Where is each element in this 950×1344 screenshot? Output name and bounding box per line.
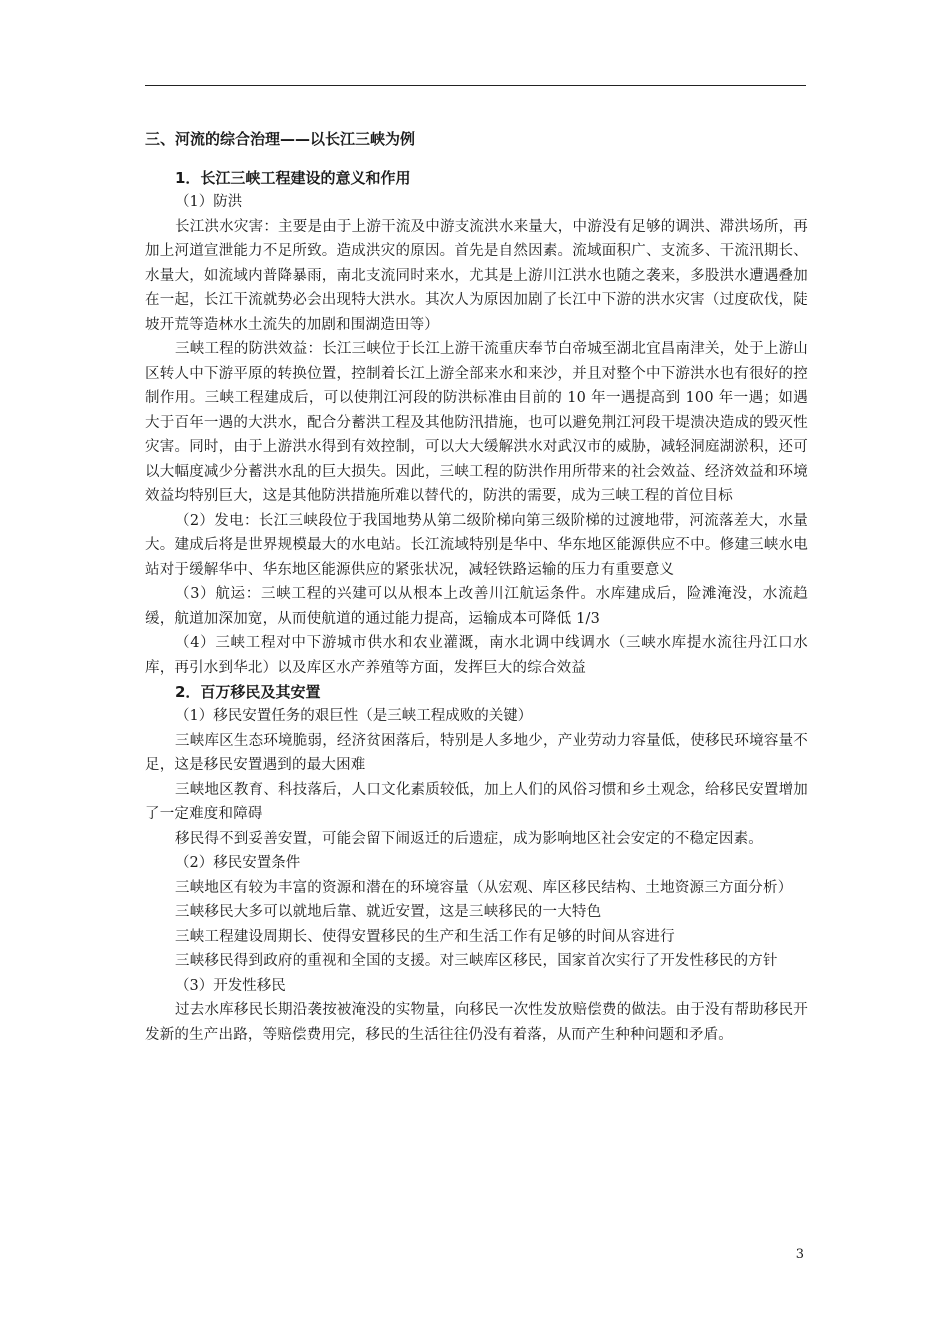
heading-significance: 1．长江三峡工程建设的意义和作用	[175, 169, 411, 187]
paragraph-development: 过去水库移民长期沿袭按被淹没的实物量，向移民一次性发放赔偿费的做法。由于没有帮助移民开发新的生产出路，等赔偿费用完，移民的生活往往仍没有着落，从而产生种种问题和矛盾。	[145, 1002, 808, 1043]
paragraph-difficulty-3: 移民得不到妥善安置，可能会留下闹返迁的后遗症，成为影响地区社会安定的不稳定因素。	[175, 830, 763, 847]
paragraph-difficulty-2: 三峡地区教育、科技落后，人口文化素质较低，加上人们的风俗习惯和乡土观念，给移民安置增加了一定难度和障碍	[145, 781, 808, 822]
paragraph-other-benefits: （4）三峡工程对中下游城市供水和农业灌溉，南水北调中线调水（三峡水库提水流往丹江口水库，再引水到华北）以及库区水产养殖等方面，发挥巨大的综合效益	[145, 635, 808, 676]
paragraph-power: （2）发电：长江三峡段位于我国地势从第二级阶梯向第三级阶梯的过渡地带，河流落差大，水量大。建成后将是世界规模最大的水电站。长江流域特别是华中、华东地区能源供应不中。修建三峡水电站对于缓解华中、华东地区能源供应的紧张状况，减轻铁路运输的压力有重要意义	[145, 512, 808, 578]
subheading-development: （3）开发性移民	[175, 977, 286, 994]
paragraph-condition-1: 三峡地区有较为丰富的资源和潜在的环境容量（从宏观、库区移民结构、土地资源三方面分析）	[175, 879, 793, 896]
paragraph-condition-2: 三峡移民大多可以就地后靠、就近安置，这是三峡移民的一大特色	[175, 904, 602, 920]
paragraph-condition-4: 三峡移民得到政府的重视和全国的支援。对三峡库区移民，国家首次实行了开发性移民的方针	[175, 953, 778, 969]
section-title: 三、河流的综合治理——以长江三峡为例	[145, 130, 416, 148]
paragraph-flood-cause: 长江洪水灾害：主要是由于上游干流及中游支流洪水来量大，中游没有足够的调洪、滞洪场所，再加上河道宣泄能力不足所致。造成洪灾的原因。首先是自然因素。流域面积广、支流多、干流汛期长、水量大，如流域内普降暴雨，南北支流同时来水，尤其是上游川江洪水也随之袭来，多股洪水遭遇叠加在一起，长江干流就势必会出现特大洪水。其次人为原因加剧了长江中下游的洪水灾害（过度砍伐，陡坡开荒等造林水土流失的加剧和围湖造田等）	[145, 218, 808, 333]
page-number: 3	[795, 1247, 804, 1262]
header-rule	[145, 85, 806, 86]
heading-migration: 2．百万移民及其安置	[175, 683, 321, 701]
document-body	[145, 127, 808, 1047]
paragraph-shipping: （3）航运：三峡工程的兴建可以从根本上改善川江航运条件。水库建成后，险滩淹没，水流趋缓，航道加深加宽，从而使航道的通过能力提高，运输成本可降低 1/3	[145, 586, 808, 627]
subheading-conditions: （2）移民安置条件	[175, 855, 301, 871]
subheading-flood: （1）防洪	[175, 194, 243, 210]
subheading-difficulty: （1）移民安置任务的艰巨性（是三峡工程成败的关键）	[175, 708, 533, 724]
paragraph-condition-3: 三峡工程建设周期长、使得安置移民的生产和生活工作有足够的时间从容进行	[175, 928, 675, 945]
paragraph-difficulty-1: 三峡库区生态环境脆弱，经济贫困落后，特别是人多地少，产业劳动力容量低，使移民环境容量不足，这是移民安置遇到的最大困难	[145, 732, 808, 773]
paragraph-flood-benefit: 三峡工程的防洪效益：长江三峡位于长江上游干流重庆奉节白帝城至湖北宜昌南津关，处于上游山区转人中下游平原的转换位置，控制着长江上游全部来水和来沙，并且对整个中下游洪水也有很好的控制作用。三峡工程建成后，可以使荆江河段的防洪标准由目前的 10 年一遇提高到 100 年一遇；如遇大于百年一遇的大洪水，配合分蓄洪工程及其他防汛措施，也可以避免荆江河段干堤溃决造成的毁灭性灾害。同时，由于上游洪水得到有效控制，可以大大缓解洪水对武汉市的威胁，减轻洞庭湖淤积，还可以大幅度减少分蓄洪水乱的巨大损失。因此，三峡工程的防洪作用所带来的社会效益、经济效益和环境效益均特别巨大，这是其他防洪措施所难以替代的，防洪的需要，成为三峡工程的首位目标	[145, 341, 808, 504]
